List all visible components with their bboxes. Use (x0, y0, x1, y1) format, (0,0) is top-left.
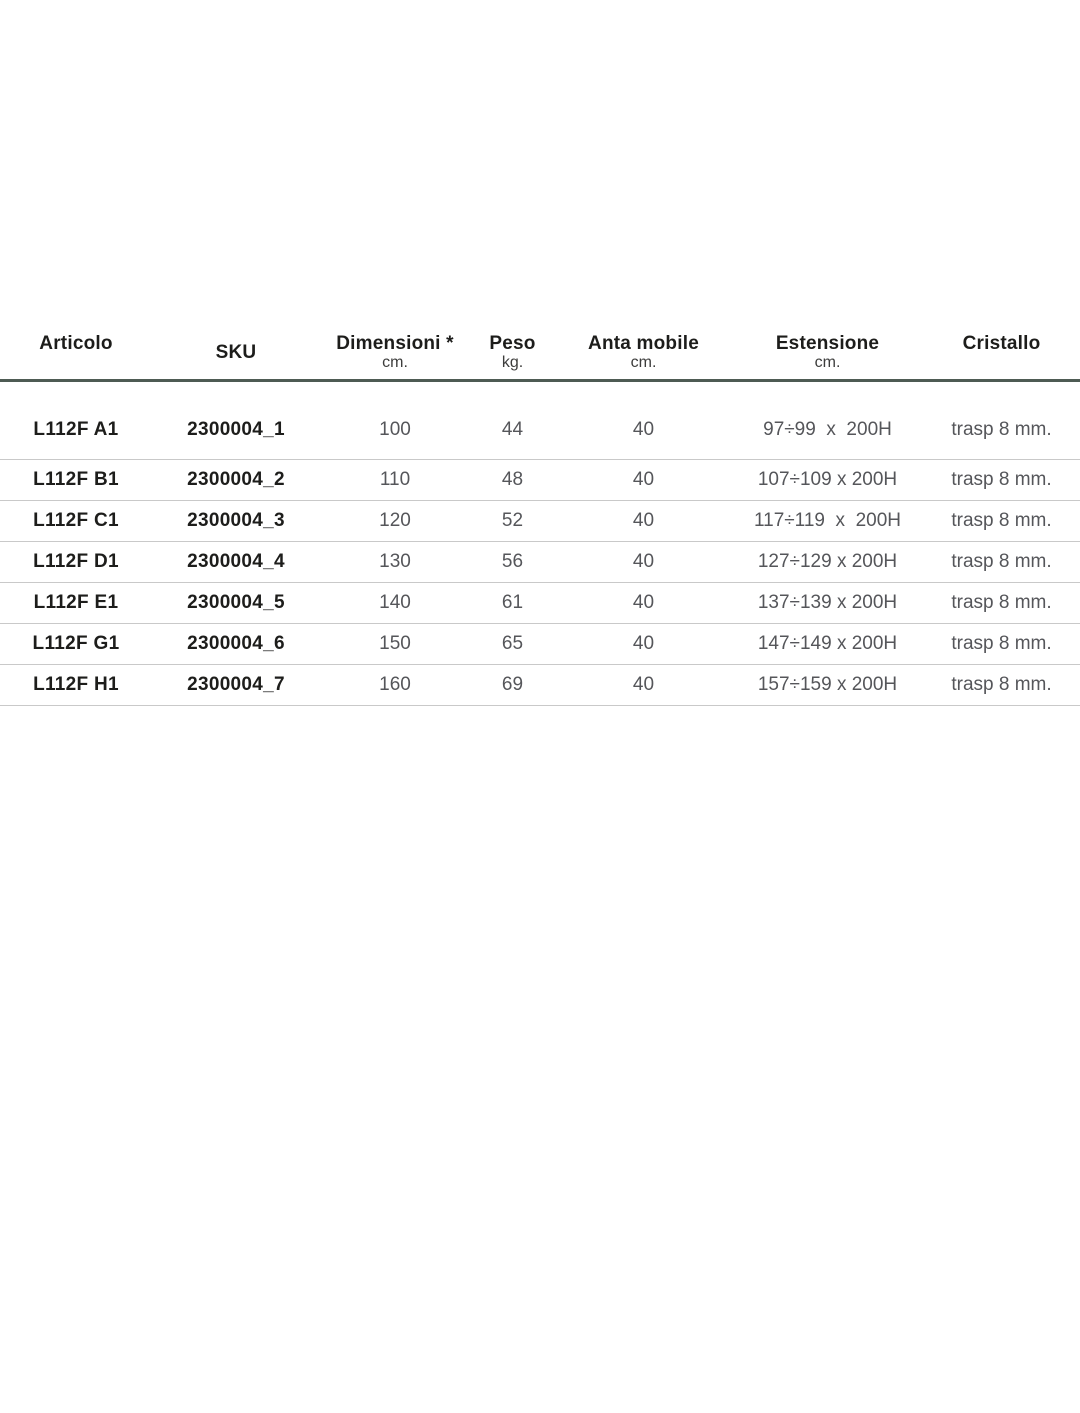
cell-anta-mobile: 40 (555, 583, 732, 624)
cell-articolo: L112F C1 (0, 501, 152, 542)
cell-anta-mobile: 40 (555, 665, 732, 706)
table-row (0, 460, 1080, 501)
cell-cristallo: trasp 8 mm. (923, 460, 1080, 501)
column-header-unit (923, 354, 1080, 371)
cell-dimensioni: 120 (320, 501, 470, 542)
cell-articolo: L112F D1 (0, 542, 152, 583)
cell-sku: 2300004_4 (152, 542, 320, 583)
column-header-label: Articolo (39, 333, 113, 354)
cell-articolo: L112F H1 (0, 665, 152, 706)
column-header-anta-mobile (555, 333, 732, 381)
cell-anta-mobile: 40 (555, 501, 732, 542)
cell-dimensioni: 160 (320, 665, 470, 706)
column-header-dimensioni (320, 333, 470, 381)
cell-cristallo: trasp 8 mm. (923, 665, 1080, 706)
cell-dimensioni: 110 (320, 460, 470, 501)
column-header-unit (0, 354, 152, 371)
cell-peso: 61 (470, 583, 555, 624)
column-header-estensione (732, 333, 923, 381)
column-header-peso (470, 333, 555, 381)
column-header-label: Estensione (775, 333, 880, 354)
cell-peso: 65 (470, 624, 555, 665)
cell-peso: 44 (470, 381, 555, 460)
cell-peso: 56 (470, 542, 555, 583)
cell-dimensioni: 150 (320, 624, 470, 665)
cell-estensione: 147÷149 x 200H (732, 624, 923, 665)
table-header-row (0, 333, 1080, 381)
cell-anta-mobile: 40 (555, 460, 732, 501)
cell-sku: 2300004_7 (152, 665, 320, 706)
cell-dimensioni: 100 (320, 381, 470, 460)
column-header-label: Cristallo (962, 333, 1041, 354)
cell-estensione: 117÷119 x 200H (732, 501, 923, 542)
cell-sku: 2300004_6 (152, 624, 320, 665)
product-spec-table (0, 333, 1080, 706)
column-header-unit: cm. (814, 354, 841, 371)
cell-articolo: L112F E1 (0, 583, 152, 624)
table-row (0, 665, 1080, 706)
cell-estensione: 107÷109 x 200H (732, 460, 923, 501)
column-header-label: Peso (489, 333, 536, 354)
cell-peso: 52 (470, 501, 555, 542)
cell-cristallo: trasp 8 mm. (923, 501, 1080, 542)
column-header-unit: cm. (630, 354, 657, 371)
cell-cristallo: trasp 8 mm. (923, 542, 1080, 583)
column-header-label: Anta mobile (588, 333, 699, 354)
column-header-articolo (0, 333, 152, 381)
cell-peso: 48 (470, 460, 555, 501)
table-row (0, 501, 1080, 542)
table-row (0, 583, 1080, 624)
cell-sku: 2300004_1 (152, 381, 320, 460)
cell-estensione: 157÷159 x 200H (732, 665, 923, 706)
column-header-label: Dimensioni * (336, 333, 454, 354)
table-row (0, 542, 1080, 583)
column-header-unit: cm. (382, 354, 408, 371)
cell-estensione: 97÷99 x 200H (732, 381, 923, 460)
cell-estensione: 127÷129 x 200H (732, 542, 923, 583)
cell-dimensioni: 130 (320, 542, 470, 583)
cell-cristallo: trasp 8 mm. (923, 624, 1080, 665)
cell-peso: 69 (470, 665, 555, 706)
cell-dimensioni: 140 (320, 583, 470, 624)
cell-articolo: L112F G1 (0, 624, 152, 665)
table-row (0, 381, 1080, 460)
column-header-label: SKU (215, 342, 257, 363)
cell-sku: 2300004_5 (152, 583, 320, 624)
cell-cristallo: trasp 8 mm. (923, 583, 1080, 624)
cell-sku: 2300004_3 (152, 501, 320, 542)
column-header-unit: kg. (501, 354, 524, 371)
cell-articolo: L112F A1 (0, 381, 152, 460)
column-header-sku (152, 333, 320, 381)
cell-anta-mobile: 40 (555, 381, 732, 460)
cell-anta-mobile: 40 (555, 624, 732, 665)
cell-articolo: L112F B1 (0, 460, 152, 501)
cell-cristallo: trasp 8 mm. (923, 381, 1080, 460)
cell-estensione: 137÷139 x 200H (732, 583, 923, 624)
table-row (0, 624, 1080, 665)
column-header-cristallo (923, 333, 1080, 381)
cell-anta-mobile: 40 (555, 542, 732, 583)
cell-sku: 2300004_2 (152, 460, 320, 501)
